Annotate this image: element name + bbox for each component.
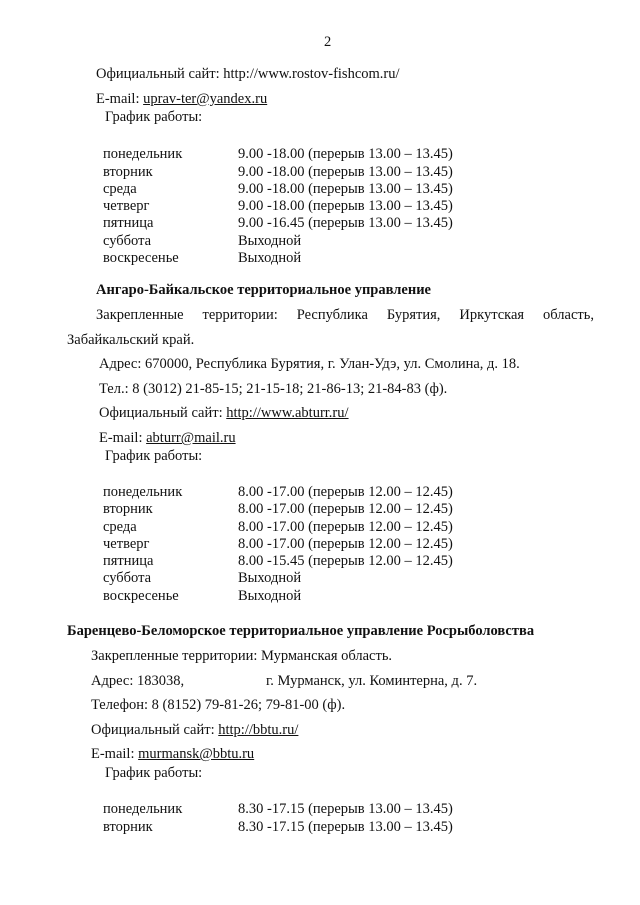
schedule-day: вторник (103, 501, 153, 517)
schedule-hours: 9.00 -18.00 (перерыв 13.00 – 13.45) (238, 164, 453, 180)
section-title: Баренцево-Беломорское территориальное управление Росрыболовства (67, 623, 535, 639)
schedule-hours: Выходной (238, 588, 302, 604)
address: Адрес: 670000, Республика Бурятия, г. Улан-Удэ, ул. Смолина, д. 18. (99, 356, 520, 372)
site-url-link[interactable]: http://www.rostov-fishcom.ru/ (223, 66, 400, 82)
schedule-day: суббота (103, 570, 152, 586)
site-url-link[interactable]: http://www.abturr.ru/ (226, 405, 349, 421)
territories-line: Закрепленные территории: Республика Бурятия, Иркутская область, (96, 307, 594, 323)
page-number: 2 (324, 34, 332, 50)
schedule-label: График работы: (105, 109, 203, 125)
schedule-day: понедельник (103, 801, 183, 817)
schedule-day: среда (103, 519, 137, 535)
schedule-hours: Выходной (238, 570, 302, 586)
schedule-day: четверг (103, 198, 150, 214)
schedule-day: вторник (103, 164, 153, 180)
section-title: Ангаро-Байкальское территориальное управление (96, 282, 431, 298)
schedule-day: четверг (103, 536, 150, 552)
schedule-hours: 9.00 -16.45 (перерыв 13.00 – 13.45) (238, 215, 453, 231)
site-line (99, 405, 349, 422)
email-link[interactable]: murmansk@bbtu.ru (138, 746, 255, 762)
territories-line-continued: Забайкальский край. (67, 332, 195, 348)
schedule-hours: 8.30 -17.15 (перерыв 13.00 – 13.45) (238, 819, 453, 835)
schedule-day: воскресенье (103, 250, 179, 266)
schedule-day: понедельник (103, 146, 183, 162)
email-line (99, 430, 236, 447)
schedule-day: воскресенье (103, 588, 179, 604)
schedule-hours: 8.00 -17.00 (перерыв 12.00 – 12.45) (238, 536, 453, 552)
email-label: E-mail: (91, 746, 135, 762)
site-label: Официальный сайт: (91, 722, 215, 738)
site-label: Официальный сайт: (96, 66, 220, 82)
schedule-hours: 8.00 -15.45 (перерыв 12.00 – 12.45) (238, 553, 453, 569)
site-line (91, 722, 298, 739)
email-line (96, 91, 267, 108)
schedule-hours: Выходной (238, 233, 302, 249)
schedule-hours: Выходной (238, 250, 302, 266)
schedule-label: График работы: (105, 765, 203, 781)
schedule-hours: 8.00 -17.00 (перерыв 12.00 – 12.45) (238, 519, 453, 535)
schedule-hours: 8.30 -17.15 (перерыв 13.00 – 13.45) (238, 801, 453, 817)
territories: Закрепленные территории: Мурманская область. (91, 648, 393, 664)
site-label: Официальный сайт: (99, 405, 223, 421)
phone: Телефон: 8 (8152) 79-81-26; 79-81-00 (ф). (91, 697, 346, 713)
schedule-hours: 8.00 -17.00 (перерыв 12.00 – 12.45) (238, 484, 453, 500)
schedule-label: График работы: (105, 448, 203, 464)
schedule-day: вторник (103, 819, 153, 835)
schedule-day: суббота (103, 233, 152, 249)
email-line (91, 746, 254, 763)
email-link[interactable]: abturr@mail.ru (146, 430, 236, 446)
phone: Тел.: 8 (3012) 21-85-15; 21-15-18; 21-86-13; 21-84-83 (ф). (99, 381, 448, 397)
schedule-day: пятница (103, 215, 154, 231)
schedule-hours: 9.00 -18.00 (перерыв 13.00 – 13.45) (238, 198, 453, 214)
email-label: E-mail: (96, 91, 140, 107)
schedule-day: пятница (103, 553, 154, 569)
schedule-day: понедельник (103, 484, 183, 500)
site-line (96, 66, 400, 83)
schedule-hours: 9.00 -18.00 (перерыв 13.00 – 13.45) (238, 181, 453, 197)
email-label: E-mail: (99, 430, 143, 446)
address-label: Адрес: 183038, (91, 673, 185, 689)
schedule-hours: 9.00 -18.00 (перерыв 13.00 – 13.45) (238, 146, 453, 162)
email-link[interactable]: uprav-ter@yandex.ru (143, 91, 268, 107)
site-url-link[interactable]: http://bbtu.ru/ (218, 722, 299, 738)
schedule-hours: 8.00 -17.00 (перерыв 12.00 – 12.45) (238, 501, 453, 517)
address-rest: г. Мурманск, ул. Коминтерна, д. 7. (266, 673, 478, 689)
schedule-day: среда (103, 181, 137, 197)
